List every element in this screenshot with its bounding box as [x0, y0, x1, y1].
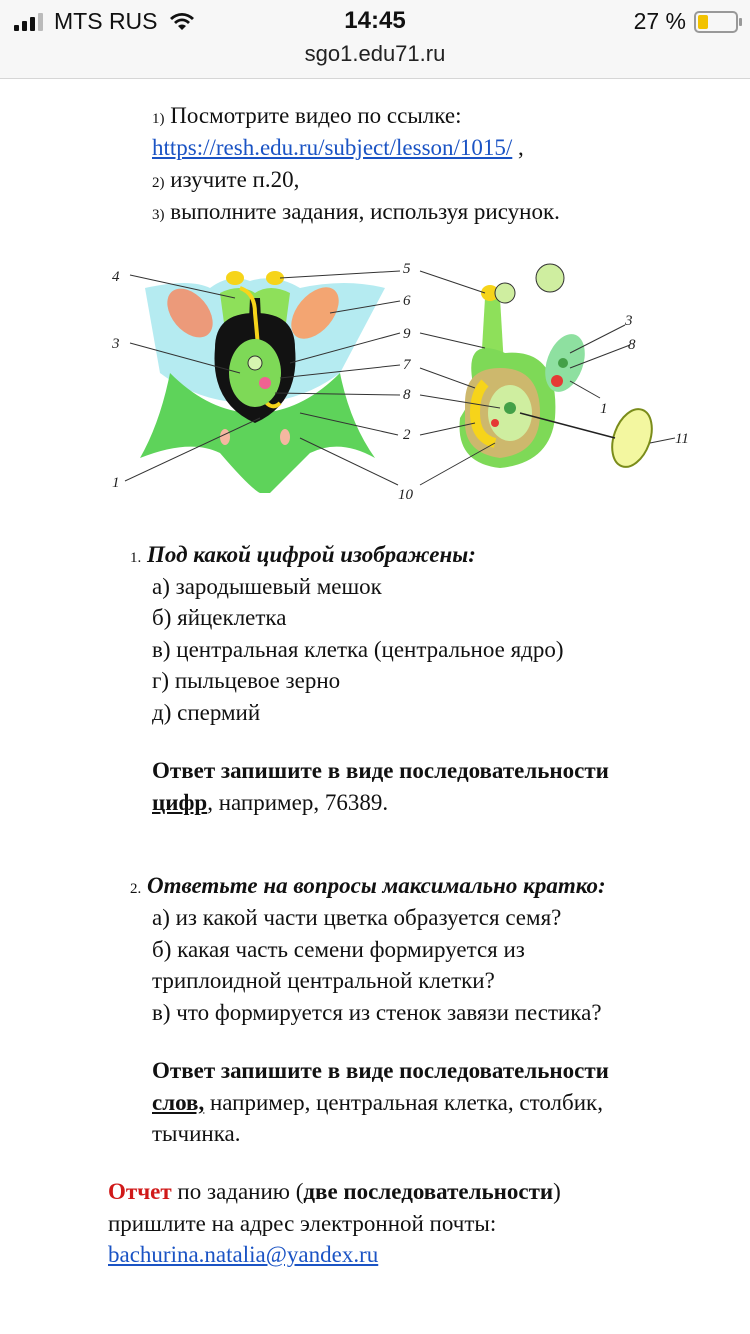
question-1-title: 1. Под какой цифрой изображены:	[130, 542, 476, 567]
q2-item-b-cont: триплоидной центральной клетки?	[152, 968, 495, 993]
instruction-2: 2) изучите п.20,	[152, 167, 300, 192]
report-line-1: Отчет по заданию (две последовательности)	[108, 1179, 561, 1204]
q2-item-a: а) из какой части цветка образуется семя?	[152, 905, 562, 930]
label-10: 10	[398, 487, 413, 503]
label-1: 1	[112, 475, 120, 491]
label-3: 3	[112, 336, 120, 352]
address-bar[interactable]: sgo1.edu71.ru	[304, 41, 446, 66]
label-11: 11	[675, 431, 689, 447]
report-line-2: пришлите на адрес электронной почты:	[108, 1211, 497, 1236]
battery-percent: 27 %	[633, 8, 686, 34]
q1-item-c: в) центральная клетка (центральное ядро)	[152, 637, 564, 662]
report-email-line	[108, 1239, 378, 1271]
battery-icon	[694, 11, 738, 33]
battery-area	[634, 8, 738, 35]
battery-fill	[698, 15, 708, 29]
instruction-3: 3) выполните задания, используя рисунок.	[152, 199, 560, 224]
q1-item-d: г) пыльцевое зерно	[152, 668, 341, 693]
q2-item-c: в) что формируется из стенок завязи пестика?	[152, 1000, 602, 1025]
q1-item-a: а) зародышевый мешок	[152, 574, 382, 599]
label-3-right: 3	[625, 313, 633, 329]
q1-item-e: д) спермий	[152, 700, 261, 725]
instruction-link-line: https://resh.edu.ru/subject/lesson/1015/ ,	[152, 135, 524, 160]
label-7: 7	[403, 357, 411, 373]
q2-answer-format-cont: тычинка.	[152, 1121, 241, 1146]
q1-answer-format: цифр, например, 76389.	[152, 790, 389, 815]
question-2-title: 2. Ответьте на вопросы максимально кратко:	[130, 873, 606, 898]
label-8: 8	[403, 387, 411, 403]
report-label: Отчет	[108, 1179, 172, 1204]
q1-answer-instruction: Ответ запишите в виде последовательности	[152, 758, 609, 783]
label-4: 4	[112, 269, 120, 285]
email-link[interactable]: bachurina.natalia@yandex.ru	[108, 1242, 379, 1267]
status-bar	[0, 0, 750, 79]
carrier-name: MTS RUS	[54, 8, 158, 34]
label-5: 5	[403, 261, 411, 277]
fertilization-section	[460, 264, 660, 472]
instruction-1: 1) Посмотрите видео по ссылке:	[152, 103, 462, 128]
q2-answer-format: слов, например, центральная клетка, столбик,	[152, 1090, 603, 1115]
label-6: 6	[403, 293, 411, 309]
label-1-right: 1	[600, 401, 608, 417]
flower-section	[140, 271, 385, 493]
q1-item-b: б) яйцеклетка	[152, 605, 287, 630]
lesson-link[interactable]: https://resh.edu.ru/subject/lesson/1015/	[152, 135, 513, 160]
q2-item-b: б) какая часть семени формируется из	[152, 937, 525, 962]
label-9: 9	[403, 326, 411, 342]
label-2: 2	[403, 427, 411, 443]
clock: 14:45	[344, 7, 406, 34]
label-8-right: 8	[628, 337, 636, 353]
flower-fertilization-diagram	[100, 253, 700, 503]
q2-answer-instruction: Ответ запишите в виде последовательности	[152, 1058, 609, 1083]
